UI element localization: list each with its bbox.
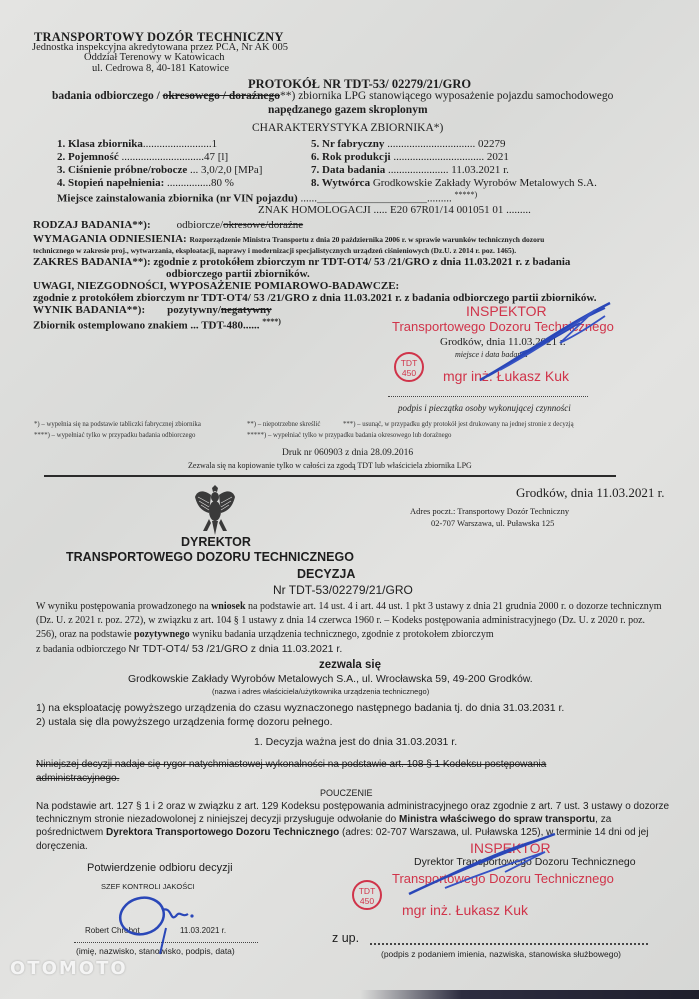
test-place-date-caption: miejsce i data badania — [455, 350, 528, 359]
decision-title: DECYZJA — [297, 567, 356, 581]
char-klasa: 1. Klasa zbiornika.........................1 — [57, 138, 218, 150]
char-cisnienie: 3. Ciśnienie próbne/robocze ... 3,0/2,0 [MPa] — [57, 164, 263, 176]
p1-a: W wyniku postępowania prowadzonego na — [36, 601, 212, 612]
nr-fabryczny-value: 02279 — [477, 138, 506, 150]
test-place-date: Grodków, dnia 11.03.2021 r. — [440, 336, 566, 348]
nr-fabryczny-label: 5. Nr fabryczny — [311, 138, 385, 150]
uwagi-value: zgodnie z protokółem zbiorczym nr TDT-OT4/ 53 /21/GRO z dnia 11.03.2021 r. z badania odbiorczego partii zbiorników. — [33, 292, 597, 304]
pouczenie-t2: Ministra właściwego do spraw transportu — [398, 814, 596, 826]
director-signature-line — [370, 943, 648, 945]
rodzaj-label: RODZAJ BADANIA**): — [33, 219, 151, 231]
char-wytworca — [311, 177, 597, 189]
p1-i: wyniku badania urządzenia technicznego, zgodnie z protokołem zbiorczym — [189, 629, 494, 640]
wymagania-line2: technicznego w zakresie proj., wytwarzania, eksploatacji, naprawy i modernizacji specjalistycznych urządzeń ciśnieniowych (Dz.U. z 2014 r. poz. 1465). — [33, 246, 517, 255]
protocol-subtitle-line2: napędzanego gazem skroplonym — [268, 104, 428, 116]
director-sign-title: Dyrektor Transportowego Dozoru Technicznego — [414, 856, 636, 868]
stamp-1-badge-top: TDT — [400, 358, 418, 368]
struck-rigor-line1: Niniejszej decyzji nadaje się rygor natychmiastowej wykonalności na podstawie art. 108 § 1 Kodeksu postępowania — [36, 759, 547, 770]
form-number: Druk nr 060903 z dnia 28.09.2016 — [282, 448, 414, 458]
p1-k: Nr TDT-OT4/ 53 /21/GRO z dnia 11.03.2021 r. — [128, 643, 343, 655]
footnote-1: *) – wypełnia się na podstawie tabliczki fabrycznej zbiornika — [34, 421, 201, 428]
stamp-2-title: INSPEKTOR — [470, 840, 551, 856]
stamp-2-name: mgr inż. Łukasz Kuk — [402, 902, 529, 918]
decision-place-date: Grodków, dnia 11.03.2021 r. — [516, 485, 665, 500]
subtitle-struck: okresowego / doraźnego — [162, 90, 280, 102]
signature-line-1 — [388, 396, 588, 397]
receipt-caption: (imię, nazwisko, stanowisko, podpis, data) — [76, 946, 235, 956]
wytworca-value: Grodkowskie Zakłady Wyrobów Metalowych S.A. — [372, 177, 597, 189]
stamp-1-name: mgr inż. Łukasz Kuk — [443, 368, 570, 384]
stamp-2-badge — [352, 880, 382, 910]
stempel-label: Zbiornik ostemplowano znakiem — [33, 319, 188, 332]
pojemnosc-label: 2. Pojemność — [57, 151, 119, 163]
p1-j: z badania odbiorczego — [36, 644, 129, 655]
char-homologacja: ZNAK HOMOLOGACJI ..... E20 67R01/14 001051 01 ......... — [258, 204, 531, 216]
stempel-value: TDT-480 — [201, 319, 243, 332]
pouczenie-t5: (adres: 02-707 Warszawa, ul. Puławska 125), w terminie 14 dni od jej doręczenia. — [36, 827, 649, 852]
director-zup: z up. — [332, 931, 360, 945]
wytworca-label: 8. Wytwórca — [311, 177, 371, 189]
characteristics-title: CHARAKTERYSTYKA ZBIORNIKA*) — [252, 122, 444, 134]
stamp-1-org: Transportowego Dozoru Technicznego — [392, 319, 614, 334]
pouczenie-t3: , za pośrednictwem — [36, 814, 612, 839]
p1-d: (Dz. U. z 2021 r. poz. 272) — [36, 615, 144, 626]
napelnienie-value: 80 % — [211, 177, 234, 189]
pouczenie-t4: Dyrektora Transportowego Dozoru Technicznego — [106, 827, 340, 839]
subtitle-prefix: badania odbiorczego / — [52, 90, 163, 102]
pouczenie-title: POUCZENIE — [320, 788, 373, 798]
homologacja-label: ZNAK HOMOLOGACJI — [258, 204, 371, 216]
homologacja-value: E20 67R01/14 001051 01 — [390, 204, 504, 216]
char-data: 7. Data badania ...................... 11.03.2021 r. — [311, 164, 509, 176]
stamp-2-badge-top: TDT — [358, 886, 376, 896]
footnote-3: ***) – usunąć, w przypadku gdy protokół jest drukowany na jednej stronie z decyzją — [343, 421, 574, 428]
postal-address-line2: 02-707 Warszawa, ul. Puławska 125 — [431, 518, 555, 528]
postal-address-line1: Adres poczt.: Transportowy Dozór Techniczny — [410, 506, 570, 516]
decision-validity: 1. Decyzja ważna jest do dnia 31.03.2031 r. — [254, 736, 458, 748]
signature-caption-1: podpis i pieczątka osoby wykonującej czynności — [398, 403, 571, 413]
pouczenie-text — [36, 800, 672, 853]
wynik-label: WYNIK BADANIA**): — [33, 304, 146, 316]
owner-name-address: Grodkowskie Zakłady Wyrobów Metalowych S.A., ul. Wrocławska 59, 49-200 Grodków. — [128, 673, 533, 685]
receipt-date: 11.03.2021 r. — [180, 926, 227, 935]
rok-value: 2021 — [486, 151, 509, 163]
section-divider — [44, 475, 616, 477]
char-miejsce: Miejsce zainstalowania zbiornika (nr VIN pojazdu) ......____________________......... *****) — [57, 190, 478, 205]
char-pojemnosc: 2. Pojemność ..............................47 [l] — [57, 151, 229, 163]
owner-caption: (nazwa i adres właściciela/użytkownika urządzenia technicznego) — [212, 687, 430, 696]
p1-g: , oraz na podstawie — [54, 629, 135, 640]
char-nr-fabryczny: 5. Nr fabryczny ................................ 02279 — [311, 138, 506, 150]
footnote-2: **) – niepotrzebne skreślić — [247, 421, 321, 428]
decision-item-2: 2) ustala się dla powyższego urządzenia formę dozoru pełnego. — [36, 716, 333, 728]
wymagania — [33, 233, 544, 245]
miejsce-suffix: *****) — [454, 190, 478, 199]
uwagi-label: UWAGI, NIEZGODNOŚCI, WYPOSAŻENIE POMIAROWO-BADAWCZE: — [33, 280, 400, 292]
wymagania-line1: Rozporządzenie Ministra Transportu z dnia 20 października 2006 r. w sprawie warunków technicznych dozoru — [189, 235, 545, 244]
rodzaj-struck: okresowe/doraźne — [223, 219, 304, 231]
char-rok: 6. Rok produkcji ................................. 2021 — [311, 151, 509, 163]
zakres-badania — [33, 256, 570, 268]
klasa-label: 1. Klasa zbiornika — [57, 138, 143, 150]
rodzaj-value: odbiorcze/ — [176, 219, 224, 231]
pojemnosc-value: 47 [l] — [203, 151, 229, 163]
zakres-label: ZAKRES BADANIA**): — [33, 256, 151, 268]
pouczenie-t1: Na podstawie art. 127 § 1 i 2 oraz w związku z art. 129 Kodeksu postępowania administracyjnego oraz zgodnie z art. 7 ust. 3 ustawy o dozorze technicznym stronie niezadowolonej z niniejszej decyzji przysługuje odwołanie do — [36, 801, 670, 826]
zezwala-label: zezwala się — [319, 659, 382, 671]
klasa-value: 1 — [211, 138, 218, 150]
receipt-role: SZEF KONTROLI JAKOŚCI — [101, 882, 195, 891]
receiver-signature — [110, 888, 220, 956]
decision-item-1: 1) na eksploatację powyższego urządzenia do czasu wyznaczonego następnego badania tj. do dnia 31.03.2031 r. — [36, 702, 565, 714]
wynik-value: pozytywny/ — [167, 304, 221, 316]
rodzaj-badania — [33, 219, 303, 231]
stamp-1-badge — [394, 352, 424, 382]
wymagania-label: WYMAGANIA ODNIESIENIA: — [33, 233, 187, 245]
background-edge — [360, 990, 699, 999]
zakres-line1: zgodnie z protokółem zbiorczym nr TDT-OT4/ 53 /21/GRO z dnia 11.03.2021 r. z badania — [153, 256, 571, 268]
decision-legal-basis — [36, 600, 666, 657]
subtitle-suffix: **) zbiornika LPG stanowiącego wyposażenie pojazdu samochodowego — [280, 90, 614, 102]
rok-label: 6. Rok produkcji — [311, 151, 391, 163]
stamp-2-org: Transportowego Dozoru Technicznego — [392, 871, 614, 886]
data-label: 7. Data badania — [311, 164, 386, 176]
p1-e: , w związku z art. 104 § 1 ustawy z dnia 14 czerwca 1960 r. – Kodeks postępowania administracyjnego — [143, 615, 559, 626]
protocol-title: PROTOKÓŁ NR TDT-53/ 02279/21/GRO — [248, 77, 472, 91]
stamp-2-badge-bottom: 450 — [359, 896, 375, 906]
org-title: TRANSPORTOWY DOZÓR TECHNICZNY — [34, 30, 284, 44]
director-label: DYREKTOR — [181, 535, 251, 549]
inspector-signature-2 — [405, 832, 565, 900]
stamp-1-title: INSPEKTOR — [466, 303, 547, 319]
stamp-1-badge-bottom: 450 — [401, 368, 417, 378]
protocol-subtitle — [52, 90, 613, 102]
director-org: TRANSPORTOWEGO DOZORU TECHNICZNEGO — [66, 550, 354, 564]
cisnienie-value: 3,0/2,0 [MPa] — [201, 164, 263, 176]
cisnienie-label: 3. Ciśnienie próbne/robocze — [57, 164, 188, 176]
wynik-struck: negatywny — [220, 304, 272, 316]
p1-f: (Dz. U. z 2020 r. poz. 256) — [36, 615, 646, 640]
stempel-suffix: ****) — [262, 317, 281, 326]
miejsce-label: Miejsce zainstalowania zbiornika (nr VIN pojazdu) — [57, 192, 298, 205]
p1-b: wniosek — [211, 601, 246, 612]
footnote-5: *****) – wypełniać tylko w przypadku badania okresowego lub doraźnego — [247, 432, 452, 439]
data-value: 11.03.2021 r. — [451, 164, 509, 176]
inspector-signature-1 — [470, 298, 620, 388]
decision-number: Nr TDT-53/02279/21/GRO — [273, 583, 413, 597]
director-sign-caption: (podpis z podaniem imienia, nazwiska, stanowiska służbowego) — [381, 949, 622, 959]
stempel: Zbiornik ostemplowano znakiem ... TDT-480...... ****) — [33, 317, 281, 332]
org-branch: Oddział Terenowy w Katowicach — [84, 52, 225, 63]
copy-notice: Zezwala się na kopiowanie tylko w całości za zgodą TDT lub właściciela zbiornika LPG — [188, 461, 472, 470]
org-address: ul. Cedrowa 8, 40-181 Katowice — [92, 63, 230, 74]
zakres-line2: odbiorczego partii zbiorników. — [166, 268, 310, 280]
p1-h: pozytywnego — [134, 629, 190, 640]
char-napelnienie: 4. Stopień napełnienia: ................80 % — [57, 177, 234, 189]
wynik-badania — [33, 304, 272, 316]
napelnienie-label: 4. Stopień napełnienia: — [57, 177, 165, 189]
otomoto-watermark: OTOMOTO — [10, 958, 128, 979]
eagle-emblem-icon — [193, 481, 237, 537]
struck-rigor-line2: administracyjnego. — [36, 773, 120, 784]
org-accreditation: Jednostka inspekcyjna akredytowana przez PCA, Nr AK 005 — [32, 42, 289, 53]
receipt-name: Robert Chrobot — [85, 926, 140, 935]
receipt-title: Potwierdzenie odbioru decyzji — [87, 862, 233, 874]
footnote-4: ****) – wypełniać tylko w przypadku badania odbiorczego — [34, 432, 196, 439]
p1-c: na podstawie art. 14 ust. 4 i art. 44 ust. 1 pkt 3 ustawy z dnia 21 grudnia 2000 r. o dozorze technicznym — [245, 601, 662, 612]
